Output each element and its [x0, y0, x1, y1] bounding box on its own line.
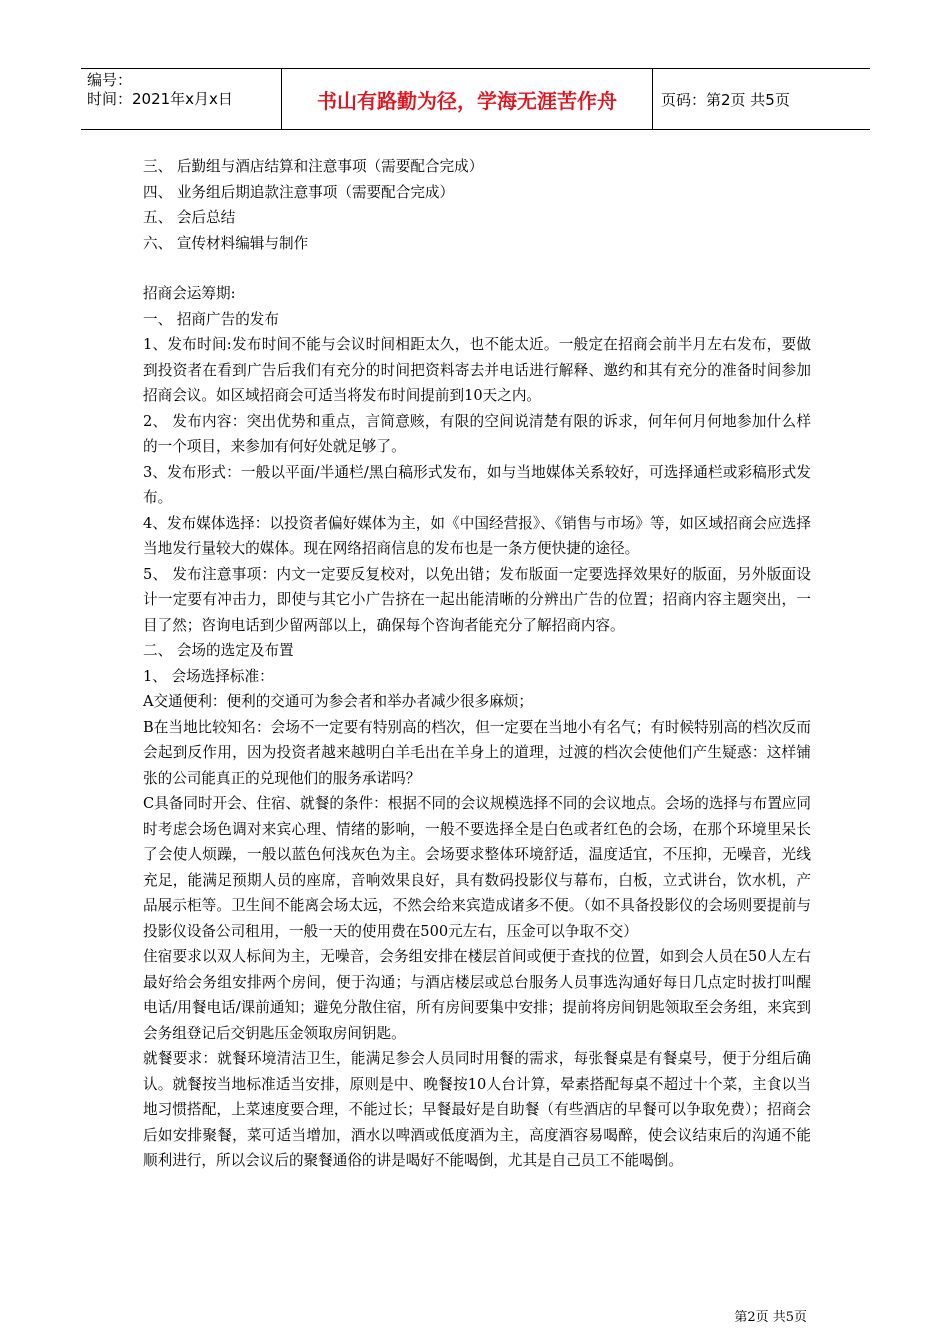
paragraph: 1、发布时间:发布时间不能与会议时间相距太久，也不能太近。一般定在招商会前半月左右发布，要做到投资者在看到广告后我们有充分的时间把资料寄去并电话进行解释、邀约和其有充分的准备时间参加招商会议。如区域招商会可适当将发布时间提前到10天之内。: [143, 336, 811, 404]
document-body: [143, 154, 811, 1174]
motto: 书山有路勤为径，学海无涯苦作舟: [282, 69, 653, 129]
spacer: [143, 256, 811, 281]
heading-venue: 二、 会场的选定及布置: [143, 642, 294, 659]
paragraph: A交通便利：便利的交通可为参会者和举办者减少很多麻烦；: [143, 693, 533, 710]
outline-item: 五、 会后总结: [143, 209, 236, 226]
paragraph: 就餐要求：就餐环境清洁卫生，能满足参会人员同时用餐的需求，每张餐桌是有餐桌号，便于分组后确认。就餐按当地标准适当安排，原则是中、晚餐按10人台计算，晕素搭配每桌不超过十个菜，主食以当地习惯搭配，上菜速度要合理，不能过长；早餐最好是自助餐（有些酒店的早餐可以争取免费）；招商会后如安排聚餐，菜可适当增加，酒水以啤酒或低度酒为主，高度酒容易喝醉，使会议结束后的沟通不能顺利进行，所以会议后的聚餐通俗的讲是喝好不能喝倒，尤其是自己员工不能喝倒。: [143, 1050, 811, 1169]
paragraph: C具备同时开会、住宿、就餐的条件：根据不同的会议规模选择不同的会议地点。会场的选择与布置应同时考虑会场色调对来宾心理、情绪的影响，一般不要选择全是白色或者红色的会场，在那个环境里呆长了会使人烦躁，一般以蓝色何浅灰色为主。会场要求整体环境舒适，温度适宜，不压抑，无噪音，光线充足，能满足预期人员的座席，音响效果良好，具有数码投影仪与幕布，白板，立式讲台，饮水机，产品展示柜等。卫生间不能离会场太远，不然会给来宾造成诸多不便。（如不具备投影仪的会场则要提前与投影仪设备公司租用，一般一天的使用费在500元左右，压金可以争取不交）: [143, 795, 811, 940]
subheading: 1、 会场选择标准：: [143, 667, 274, 685]
outline-item: 四、 业务组后期追款注意事项（需要配合完成）: [143, 183, 455, 201]
paragraph: B在当地比较知名：会场不一定要有特别高的档次，但一定要在当地小有名气；有时候特别高的档次反而会起到反作用，因为投资者越来越明白羊毛出在羊身上的道理，过渡的档次会使他们产生疑惑：这样铺张的公司能真正的兑现他们的服务承诺吗？: [143, 718, 811, 787]
outline-item: 六、 宣传材料编辑与制作: [143, 234, 309, 252]
heading-ad-release: 一、 招商广告的发布: [143, 310, 279, 328]
header-meta: [81, 69, 282, 129]
paragraph: 2、 发布内容：突出优势和重点，言简意赅，有限的空间说清楚有限的诉求，何年何月何地参加什么样的一个项目，来参加有何好处就足够了。: [143, 412, 811, 455]
page-info: 页码：第2页 共5页: [661, 90, 790, 109]
time-label: 时间：2021年x月x日: [87, 90, 233, 108]
paragraph: 5、 发布注意事项：内文一定要反复校对，以免出错；发布版面一定要选择效果好的版面，另外版面设计一定要有冲击力，即使与其它小广告挤在一起出能清晰的分辨出广告的位置；招商内容主题突出，一目了然；咨询电话到少留两部以上，确保每个咨询者能充分了解招商内容。: [143, 565, 811, 634]
number-label: 编号：: [87, 71, 133, 89]
section-title: 招商会运筹期:: [143, 285, 236, 302]
page-footer: 第2页 共5页: [734, 1310, 807, 1325]
paragraph: 4、发布媒体选择：以投资者偏好媒体为主，如《中国经营报》、《销售与市场》等，如区域招商会应选择当地发行量较大的媒体。现在网络招商信息的发布也是一条方便快捷的途径。: [143, 514, 811, 557]
paragraph: 3、发布形式：一般以平面/半通栏/黑白稿形式发布，如与当地媒体关系较好，可选择通栏或彩稿形式发布。: [143, 463, 811, 506]
outline-item: 三、 后勤组与酒店结算和注意事项（需要配合完成）: [143, 158, 484, 175]
page-header: [81, 68, 870, 130]
paragraph: 住宿要求以双人标间为主，无噪音，会务组安排在楼层首间或便于查找的位置，如到会人员在50人左右最好给会务组安排两个房间，便于沟通；与酒店楼层或总台服务人员事选沟通好每日几点定时拔打叫醒电话/用餐电话/课前通知；避免分散住宿，所有房间要集中安排；提前将房间钥匙领取至会务组，来宾到会务组登记后交钥匙压金领取房间钥匙。: [143, 948, 811, 1042]
